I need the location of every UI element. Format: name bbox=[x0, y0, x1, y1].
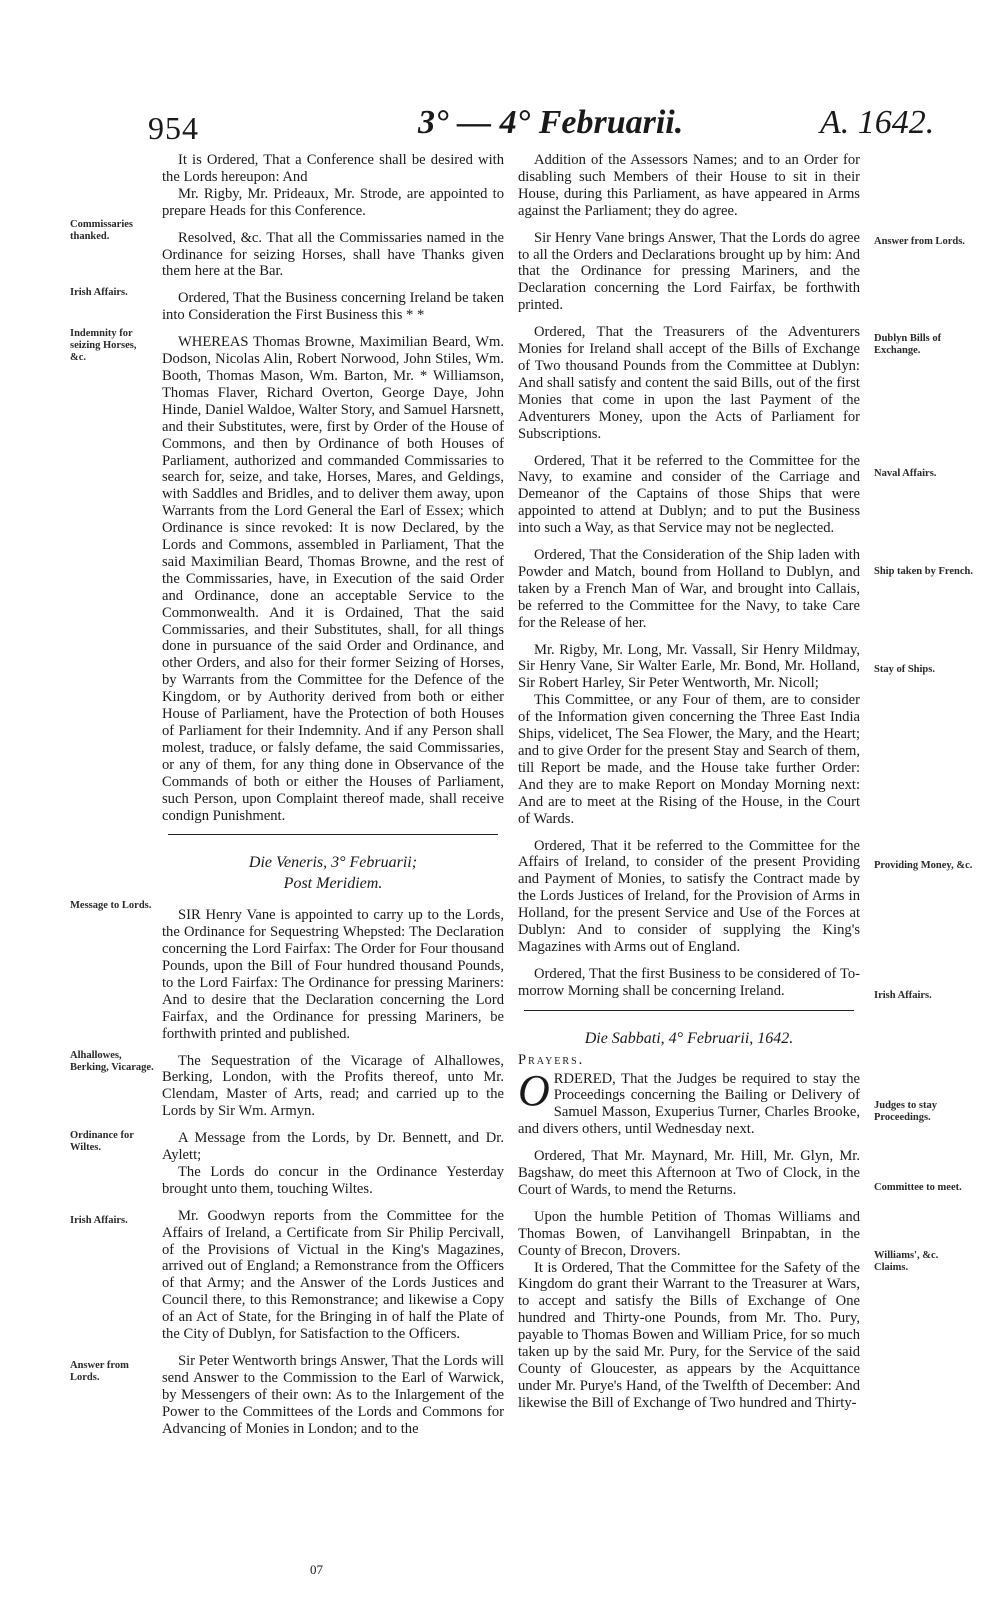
paragraph: Sir Henry Vane brings Answer, That the Lords do agree to all the Orders and Declarations brought up by him: And that the Ordinance for pressing Mariners, and the Declaration concerning the Lord Fairfax, be forthwith printed. bbox=[518, 229, 860, 314]
paragraph: Mr. Rigby, Mr. Long, Mr. Vassall, Sir Henry Mildmay, Sir Henry Vane, Sir Walter Earle, Mr. Bond, Mr. Holland, Sir Robert Harley, Sir Peter Wentworth, Mr. Nicoll; bbox=[518, 641, 860, 692]
paragraph: Ordered, That the Consideration of the Ship laden with Powder and Match, bound from Holland to Dublyn, and taken by a French Man of War, and brought into Callais, be referred to the Committee for the Navy, to take Care for the Release of her. bbox=[518, 547, 860, 631]
paragraph: Ordered, That it be referred to the Committee for the Affairs of Ireland, to consider of the present Providing and Payment of Monies, to satisfy the Contract made by the Lords Justices of Ireland, for the Provision of Arms in Holland, for the present Service and Use of the Forces at Dublyn: And to consider of supplying the King's Magazines with Arms out of England. bbox=[518, 837, 860, 955]
paragraph: WHEREAS Thomas Browne, Maximilian Beard, Wm. Dodson, Nicolas Alin, Robert Norwood, John Stiles, Wm. Booth, Thomas Mason, Wm. Barton, Mr. * Williamson, Thomas Flaver, Richard Overton, George Daye, John Hinde, Daniel Waldoe, Walter Story, and Samuel Harsnett, and their Substitutes, were, first by Order of the House of Commons, and then by Ordinance of both Houses of Parliament, authorized and commanded Commissaries to search for, seize, and take, Horses, Mares, and Geldings, with Saddles and Bridles, and to deliver them away, upon Warrants from the Lord General the Earl of Essex; which Ordinance is since revoked: It is now Declared, by the Lords and Commons, assembled in Parliament, That the said Maximilian Beard, Thomas Browne, and the rest of the Commissaries, have, in Execution of the said Order and Ordinance, done an acceptable Service to the Commonwealth. And it is Ordained, That the said Commissaries, and their Substitutes, shall, for all things done in pursuance of the said Order and Ordinance, and other Orders, and also for their former Seizing of Horses, by Warrants from the Committee for the Defence of the Kingdom, or by Authority derived from both or either House of Parliament, have the Protection of both Houses of Parliament for their Indemnity. And if any Person shall molest, traduce, or falsly defame, the said Commissaries, or any of them, for any thing done in Observance of the Commands of both or either the Houses of Parliament, such Person, upon Complaint thereof made, shall receive condign Punishment. bbox=[162, 334, 504, 824]
paragraph: The Sequestration of the Vicarage of Alhallowes, Berking, London, with the Profits thereof, unto Mr. Clendam, Master of Arts, read; and carried up to the Lords by Sir Wm. Armyn. bbox=[162, 1052, 504, 1120]
day-heading: Die Sabbati, 4° Februarii, 1642. bbox=[584, 1029, 794, 1047]
margin-note: Naval Affairs. bbox=[874, 468, 937, 479]
paragraph: Mr. Goodwyn reports from the Committee for the Affairs of Ireland, a Certificate from Sir Philip Percivall, of the Provisions of Victual in the King's Magazines, arrived out of England; a Remonstrance from the Officers of that Army; and the Answer of the Lords Justices and Council there, to this Remonstrance; and likewise a Copy of an Act of State, for the Bringing in of half the Plate of the City of Dublyn, for Satisfaction to the Officers. bbox=[162, 1207, 504, 1343]
prayers-heading: Prayers. bbox=[518, 1051, 585, 1068]
margin-note: Ordinance for Wiltes. bbox=[70, 1130, 134, 1153]
paragraph: Ordered, That Mr. Maynard, Mr. Hill, Mr. Glyn, Mr. Bagshaw, do meet this Afternoon at Two of Clock, in the Court of Wards, to mend the Returns. bbox=[518, 1148, 860, 1198]
day-heading: Die Veneris, 3° Februarii; bbox=[248, 854, 418, 872]
paragraph: It is Ordered, That the Committee for the Safety of the Kingdom do grant their Warrant to the Treasurer at Wars, to accept and satisfy the Bills of Exchange of One hundred and Thirty-one Pounds, from Mr. Tho. Pury, payable to Thomas Bowen and William Price, for so much taken up by the said Mr. Pury, for the Service of the said County of Gloucester, as appears by the Acquittance under Mr. Purye's Hand, of the Twelfth of December: And likewise the Bill of Exchange of Two hundred and Thirty- bbox=[518, 1259, 860, 1411]
margin-note: Williams', &c. Claims. bbox=[874, 1250, 939, 1273]
paragraph: The Lords do concur in the Ordinance Yesterday brought unto them, touching Wiltes. bbox=[162, 1163, 504, 1197]
margin-note: Answer from Lords. bbox=[874, 236, 965, 247]
margin-note: Commissaries thanked. bbox=[70, 219, 133, 242]
page-year: A. 1642. bbox=[820, 104, 935, 141]
paragraph: Ordered, That it be referred to the Committee for the Navy, to examine and consider of the Carriage and Demeanor of the Captains of those Ships that were appointed to attend at Dublyn; and to put the Business into such a Way, as that Service may not be neglected. bbox=[518, 452, 860, 537]
paragraph bbox=[518, 1065, 860, 1139]
paragraph: Ordered, That the first Business to be considered of To-morrow Morning shall be concerning Ireland. bbox=[518, 965, 860, 999]
margin-note: Answer from Lords. bbox=[70, 1360, 129, 1383]
margin-note: Stay of Ships. bbox=[874, 664, 935, 675]
margin-note: Providing Money, &c. bbox=[874, 860, 973, 871]
page-header bbox=[0, 0, 992, 150]
paragraph: This Committee, or any Four of them, are to consider of the Information given concerning the Three East India Ships, videlicet, The Sea Flower, the Mary, and the Heart; and to give Order for the present Stay and Search of them, till Report be made, and the House take further Order: And they are to make Report on Monday Morning next: And are to meet at the Rising of the House, in the Court of Wards. bbox=[518, 692, 860, 827]
left-column bbox=[162, 152, 504, 1448]
paragraph: Mr. Rigby, Mr. Prideaux, Mr. Strode, are appointed to prepare Heads for this Conference. bbox=[162, 185, 504, 219]
paragraph: It is Ordered, That a Conference shall be desired with the Lords hereupon: And bbox=[162, 152, 504, 185]
section-divider bbox=[524, 1010, 854, 1011]
signature-mark: 07 bbox=[310, 1562, 323, 1577]
margin-note: Indemnity for seizing Horses, &c. bbox=[70, 328, 137, 363]
margin-note: Judges to stay Proceedings. bbox=[874, 1100, 938, 1123]
paragraph-text: RDERED, That the Judges be required to stay the Proceedings concerning the Bailing or Delivery of Samuel Masson, Exuperius Turner, Charles Brooke, and divers others, until Wednesday next. bbox=[518, 1070, 860, 1138]
margin-note: Irish Affairs. bbox=[70, 287, 128, 298]
margin-note: Message to Lords. bbox=[70, 900, 152, 911]
paragraph: A Message from the Lords, by Dr. Bennett, and Dr. Aylett; bbox=[162, 1130, 504, 1164]
paragraph: Addition of the Assessors Names; and to an Order for disabling such Members of their House to sit in their House, during this Parliament, as have appeared in Arms against the Parliament; they do agree. bbox=[518, 152, 860, 219]
paragraph: Ordered, That the Treasurers of the Adventurers Monies for Ireland shall accept of the Bills of Exchange of Two thousand Pounds from the Committee at Dublyn: And shall satisfy and content the said Bills, out of the first Monies that come in upon the last Payment of the Adventurers Money, upon the Acts of Parliament for Subscriptions. bbox=[518, 324, 860, 442]
paragraph: Upon the humble Petition of Thomas Williams and Thomas Bowen, of Lanvihangell Brinpabtan, in the County of Brecon, Drovers. bbox=[518, 1208, 860, 1259]
margin-note: Alhallowes, Berking, Vicarage. bbox=[70, 1050, 154, 1073]
margin-note: Irish Affairs. bbox=[874, 990, 932, 1001]
section-divider bbox=[168, 834, 498, 835]
margin-note: Ship taken by French. bbox=[874, 566, 973, 577]
paragraph: Ordered, That the Business concerning Ireland be taken into Consideration the First Business this * * bbox=[162, 290, 504, 324]
running-title: 3° — 4° Februarii. bbox=[418, 104, 684, 141]
paragraph: Sir Peter Wentworth brings Answer, That the Lords will send Answer to the Commission to the Earl of Warwick, by Messengers of their own: As to the Inlargement of the Power to the Committees of the Lords and Commons for Advancing of Monies in London; and to the bbox=[162, 1353, 504, 1437]
margin-note: Committee to meet. bbox=[874, 1182, 962, 1193]
page-number: 954 bbox=[148, 110, 199, 146]
paragraph: SIR Henry Vane is appointed to carry up to the Lords, the Ordinance for Sequestring Whepsted: The Declaration concerning the Lord Fairfax: The Order for Four thousand Pounds, upon the Bill of Four hundred thousand Pounds, to the Lord Fairfax: The Ordinance for pressing Mariners: And to desire that the Declaration concerning the Lord Fairfax, and the Ordinance for pressing Mariners, be forthwith printed and published. bbox=[162, 907, 504, 1042]
margin-note: Irish Affairs. bbox=[70, 1215, 128, 1226]
drop-cap: O bbox=[518, 1065, 550, 1115]
sub-heading: Post Meridiem. bbox=[283, 875, 383, 893]
right-column bbox=[518, 152, 860, 1422]
paragraph: Resolved, &c. That all the Commissaries named in the Ordinance for seizing Horses, shall have Thanks given them here at the Bar. bbox=[162, 229, 504, 280]
margin-note: Dublyn Bills of Exchange. bbox=[874, 333, 942, 356]
